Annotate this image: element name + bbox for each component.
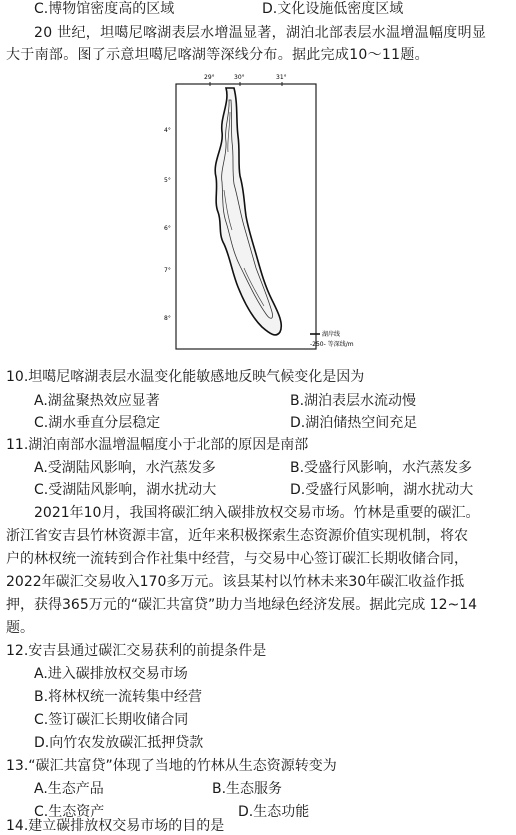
passage-line: 押，获得365万元的“碳汇共富贷”助力当地绿色经济发展。据此完成 12~14 (6, 597, 478, 613)
passage-line: 2022年碳汇交易收入170多万元。该县某村以竹林未来30年碳汇收益作抵 (6, 574, 465, 590)
passage-line: 大于南部。图了示意坦噶尼喀湖等深线分布。据此完成10～11题。 (6, 47, 429, 63)
q11-option-c: C.受湖陆风影响，湖水扰动大 (34, 482, 217, 498)
q12-option-a: A.进入碳排放权交易市场 (34, 666, 188, 682)
passage-line: 户的林权统一流转到合作社集中经营，与交易中心签订碳汇长期收储合同， (6, 551, 468, 567)
q13-option-c: C.生态资产 (34, 804, 105, 820)
option-d: D.文化设施低密度区域 (262, 1, 404, 17)
lat-label: 7° (164, 267, 171, 274)
passage-line: 20 世纪，坦噶尼喀湖表层水增温显著，湖泊北部表层水温增温幅度明显 (34, 25, 487, 41)
q10-option-d: D.湖泊储热空间充足 (290, 415, 418, 431)
passage-line: 浙江省安吉县竹林资源丰富，近年来积极探索生态资源价值实现机制，将农 (6, 528, 468, 544)
q12-option-d: D.向竹农发放碳汇抵押贷款 (34, 735, 204, 751)
passage-line: 题。 (6, 620, 34, 636)
q11-option-b: B.受盛行风影响，水汽蒸发多 (290, 460, 473, 476)
q11-option-a: A.受湖陆风影响，水汽蒸发多 (34, 460, 216, 476)
option-c: C.博物馆密度高的区域 (34, 1, 175, 17)
q13-option-b: B.生态服务 (212, 781, 283, 797)
q13-option-d: D.生态功能 (238, 804, 310, 820)
passage-line: 2021年10月，我国将碳汇纳入碳排放权交易市场。竹林是重要的碳汇。 (34, 505, 480, 521)
q12-option-c: C.签订碳汇长期收储合同 (34, 712, 189, 728)
lat-label: 5° (164, 177, 171, 184)
legend-shoreline: 湖岸线 (322, 331, 341, 338)
question-11-stem: 11.湖泊南部水温增温幅度小于北部的原因是南部 (6, 437, 309, 453)
q13-option-a: A.生态产品 (34, 781, 104, 797)
question-10-stem: 10.坦噶尼喀湖表层水温变化能敏感地反映气候变化是因为 (6, 369, 365, 385)
legend-isobath: -250- 等深线/m (310, 341, 354, 348)
question-14-stem: 14.建立碳排放权交易市场的目的是 (6, 818, 225, 834)
question-13-stem: 13.“碳汇共富贷”体现了当地的竹林从生态资源转变为 (6, 758, 337, 774)
q10-option-b: B.湖泊表层水流动慢 (290, 393, 417, 409)
q11-option-d: D.受盛行风影响，湖水扰动大 (290, 482, 474, 498)
q10-option-a: A.湖盆聚热效应显著 (34, 393, 160, 409)
lake-depth-map (160, 72, 360, 357)
q10-option-c: C.湖水垂直分层稳定 (34, 415, 161, 431)
lat-label: 6° (164, 225, 171, 232)
lake-map-svg (160, 72, 360, 357)
q12-option-b: B.将林权统一流转集中经营 (34, 689, 203, 705)
lon-label: 29° (204, 74, 215, 81)
question-12-stem: 12.安吉县通过碳汇交易获利的前提条件是 (6, 643, 267, 659)
lon-label: 31° (276, 74, 287, 81)
lat-label: 4° (164, 127, 171, 134)
lat-label: 8° (164, 315, 171, 322)
lon-label: 30° (234, 74, 245, 81)
